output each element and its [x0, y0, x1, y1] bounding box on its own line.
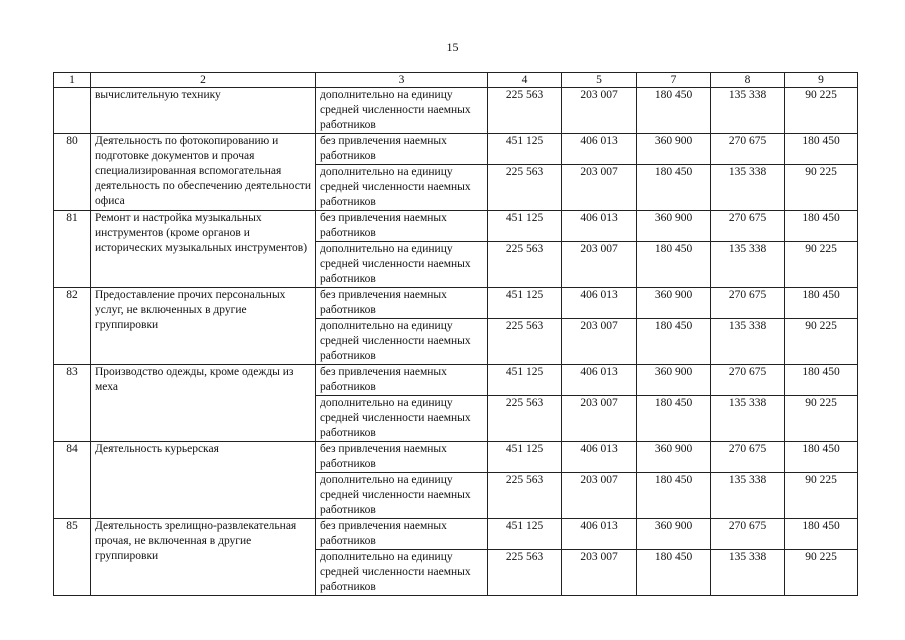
- value-cell: 203 007: [562, 88, 637, 134]
- value-cell: 90 225: [785, 88, 858, 134]
- value-cell: 180 450: [637, 473, 711, 519]
- value-cell: 180 450: [637, 550, 711, 596]
- condition-text: дополнительно на единицу средней численности наемных работников: [316, 473, 488, 519]
- activity-name: Ремонт и настройка музыкальных инструментов (кроме органов и исторических музыкальных инструментов): [91, 211, 316, 288]
- value-cell: 180 450: [785, 288, 858, 319]
- value-cell: 90 225: [785, 473, 858, 519]
- condition-text: без привлечения наемных работников: [316, 365, 488, 396]
- activity-name: Деятельность курьерская: [91, 442, 316, 519]
- value-cell: 135 338: [711, 550, 785, 596]
- value-cell: 135 338: [711, 88, 785, 134]
- condition-text: без привлечения наемных работников: [316, 134, 488, 165]
- row-number: [54, 88, 91, 134]
- value-cell: 180 450: [785, 365, 858, 396]
- table-body: [54, 88, 858, 596]
- value-cell: 360 900: [637, 365, 711, 396]
- value-cell: 90 225: [785, 165, 858, 211]
- condition-text: без привлечения наемных работников: [316, 288, 488, 319]
- value-cell: 406 013: [562, 211, 637, 242]
- value-cell: 406 013: [562, 519, 637, 550]
- header-cell: 5: [562, 73, 637, 88]
- value-cell: 360 900: [637, 519, 711, 550]
- tariff-table: [53, 72, 858, 596]
- value-cell: 203 007: [562, 396, 637, 442]
- value-cell: 225 563: [488, 550, 562, 596]
- condition-text: без привлечения наемных работников: [316, 211, 488, 242]
- activity-name: вычислительную технику: [91, 88, 316, 134]
- table-row: [54, 288, 858, 319]
- value-cell: 180 450: [785, 134, 858, 165]
- value-cell: 270 675: [711, 211, 785, 242]
- header-cell: 1: [54, 73, 91, 88]
- value-cell: 451 125: [488, 288, 562, 319]
- value-cell: 180 450: [637, 88, 711, 134]
- page-number: 15: [446, 40, 459, 54]
- value-cell: 180 450: [637, 242, 711, 288]
- value-cell: 360 900: [637, 211, 711, 242]
- condition-text: дополнительно на единицу средней численности наемных работников: [316, 319, 488, 365]
- value-cell: 203 007: [562, 165, 637, 211]
- header-cell: 4: [488, 73, 562, 88]
- table-row: [54, 134, 858, 165]
- condition-text: без привлечения наемных работников: [316, 519, 488, 550]
- value-cell: 406 013: [562, 288, 637, 319]
- condition-text: без привлечения наемных работников: [316, 442, 488, 473]
- value-cell: 90 225: [785, 319, 858, 365]
- value-cell: 203 007: [562, 550, 637, 596]
- value-cell: 180 450: [637, 319, 711, 365]
- value-cell: 360 900: [637, 442, 711, 473]
- table-row: [54, 519, 858, 550]
- table-row: [54, 365, 858, 396]
- header-cell: 7: [637, 73, 711, 88]
- value-cell: 270 675: [711, 288, 785, 319]
- condition-text: дополнительно на единицу средней численности наемных работников: [316, 396, 488, 442]
- row-number: 80: [54, 134, 91, 211]
- value-cell: 270 675: [711, 365, 785, 396]
- value-cell: 451 125: [488, 442, 562, 473]
- row-number: 81: [54, 211, 91, 288]
- value-cell: 180 450: [785, 519, 858, 550]
- value-cell: 451 125: [488, 365, 562, 396]
- value-cell: 451 125: [488, 519, 562, 550]
- value-cell: 225 563: [488, 242, 562, 288]
- value-cell: 270 675: [711, 519, 785, 550]
- value-cell: 225 563: [488, 473, 562, 519]
- value-cell: 90 225: [785, 550, 858, 596]
- value-cell: 180 450: [637, 396, 711, 442]
- value-cell: 360 900: [637, 134, 711, 165]
- value-cell: 90 225: [785, 396, 858, 442]
- value-cell: 406 013: [562, 365, 637, 396]
- value-cell: 135 338: [711, 319, 785, 365]
- activity-name: Деятельность по фотокопированию и подготовке документов и прочая специализированная вспомогательная деятельность по обеспечению деятельности офиса: [91, 134, 316, 211]
- value-cell: 203 007: [562, 242, 637, 288]
- header-cell: 2: [91, 73, 316, 88]
- header-cell: 9: [785, 73, 858, 88]
- header-cell: 8: [711, 73, 785, 88]
- value-cell: 225 563: [488, 88, 562, 134]
- value-cell: 203 007: [562, 473, 637, 519]
- activity-name: Производство одежды, кроме одежды из меха: [91, 365, 316, 442]
- value-cell: 225 563: [488, 396, 562, 442]
- condition-text: дополнительно на единицу средней численности наемных работников: [316, 88, 488, 134]
- condition-text: дополнительно на единицу средней численности наемных работников: [316, 165, 488, 211]
- value-cell: 203 007: [562, 319, 637, 365]
- value-cell: 270 675: [711, 442, 785, 473]
- row-number: 84: [54, 442, 91, 519]
- header-cell: 3: [316, 73, 488, 88]
- row-number: 83: [54, 365, 91, 442]
- table-row-continued: [54, 88, 858, 134]
- value-cell: 90 225: [785, 242, 858, 288]
- table-row: [54, 211, 858, 242]
- value-cell: 135 338: [711, 242, 785, 288]
- value-cell: 135 338: [711, 473, 785, 519]
- value-cell: 180 450: [637, 165, 711, 211]
- row-number: 82: [54, 288, 91, 365]
- value-cell: 135 338: [711, 165, 785, 211]
- value-cell: 451 125: [488, 134, 562, 165]
- value-cell: 406 013: [562, 134, 637, 165]
- value-cell: 360 900: [637, 288, 711, 319]
- condition-text: дополнительно на единицу средней численности наемных работников: [316, 242, 488, 288]
- table-row: [54, 442, 858, 473]
- value-cell: 135 338: [711, 396, 785, 442]
- value-cell: 225 563: [488, 319, 562, 365]
- value-cell: 406 013: [562, 442, 637, 473]
- activity-name: Предоставление прочих персональных услуг, не включенных в другие группировки: [91, 288, 316, 365]
- activity-name: Деятельность зрелищно-развлекательная прочая, не включенная в другие группировки: [91, 519, 316, 596]
- value-cell: 180 450: [785, 442, 858, 473]
- row-number: 85: [54, 519, 91, 596]
- value-cell: 451 125: [488, 211, 562, 242]
- value-cell: 180 450: [785, 211, 858, 242]
- value-cell: 225 563: [488, 165, 562, 211]
- header-row: [54, 73, 858, 88]
- condition-text: дополнительно на единицу средней численности наемных работников: [316, 550, 488, 596]
- value-cell: 270 675: [711, 134, 785, 165]
